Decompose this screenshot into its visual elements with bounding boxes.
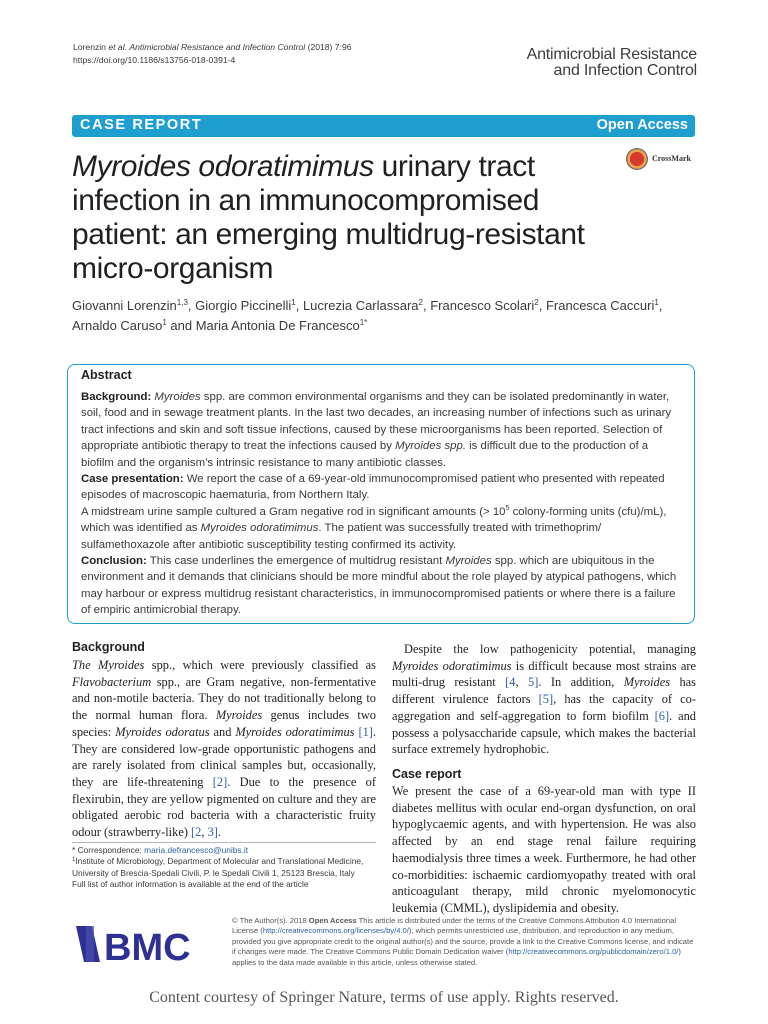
license-part: Open Access: [308, 916, 357, 925]
license-text: [232, 916, 697, 968]
body-text: Myroides: [623, 675, 671, 690]
body-text: has different virulence factors: [392, 675, 696, 707]
body-text: Myroides: [215, 708, 263, 723]
author-affiliation: 2: [418, 298, 423, 307]
article-title: [72, 150, 622, 286]
abstract-text: colony-forming units (cfu)/mL), which was identified as: [81, 505, 667, 535]
citation-journal: Antimicrobial Resistance and Infection Control: [129, 42, 306, 52]
abstract-text: spp. which are ubiquitous in the environment and it demands that clinicians should be more mindful about the role played by atypical pathogens, which may harbour or express multidrug resistant characteristics, in immunocompromised patients or where there is a failure of empiric antimicrobial therapy.: [81, 555, 677, 617]
abstract-text: Myroides odoratimimus: [200, 522, 319, 535]
abstract-background-label: Background:: [81, 391, 152, 403]
abstract-text: Myroides: [445, 555, 492, 567]
author-affiliation: 1: [162, 318, 167, 327]
body-text: genus includes two species:: [72, 708, 376, 739]
journal-name-line2: and Infection Control: [553, 61, 697, 79]
citation-link[interactable]: [4: [505, 675, 516, 690]
citation-authors: Lorenzin: [73, 42, 106, 52]
citation-link[interactable]: 3]: [207, 825, 218, 840]
crossmark-icon[interactable]: [626, 148, 648, 170]
background-paragraph: [72, 657, 376, 841]
courtesy-footer: Content courtesy of Springer Nature, terms of use apply. Rights reserved.: [149, 989, 619, 1006]
citation-volume: (2018) 7:96: [307, 42, 352, 52]
citation-header: [73, 41, 352, 67]
citation-etal: et al.: [108, 42, 127, 52]
abstract-text: A midstream urine sample cultured a Gram negative rod in significant amounts (> 10: [81, 505, 506, 518]
title-rest: urinary tract infection in an immunocompromised patient: an emerging multidrug-resistant micro-organism: [72, 150, 585, 285]
body-text: . In addition,: [538, 675, 624, 690]
intro-paragraph: [392, 641, 696, 758]
abstract-text: Myroides: [154, 391, 201, 403]
body-text: Despite the low pathogenicity potential, managing: [404, 642, 696, 656]
bmc-logo-mark: [86, 926, 94, 962]
doi-link[interactable]: https://doi.org/10.1186/s13756-018-0391-4: [73, 55, 236, 65]
body-text: , has the capacity of co-aggregation and self-aggregation to form biofilm: [392, 692, 696, 723]
journal-name: [527, 47, 697, 78]
title-italic: Myroides odoratimimus: [72, 150, 374, 183]
abstract-text: We report the case of a 69-year-old immunocompromised patient who presented with repeated episodes of macroscopic haematuria, from Northern Italy.: [81, 473, 665, 502]
author[interactable]: Lucrezia Carlassara: [302, 298, 419, 313]
correspondence-email-link[interactable]: maria.defrancesco@unibs.it: [144, 845, 249, 855]
author-info-note: Full list of author information is available at the end of the article: [72, 879, 309, 890]
abstract-superscript: 5: [505, 504, 510, 512]
abstract-conclusion: [81, 553, 681, 619]
author-affiliation: 2: [534, 298, 539, 307]
abstract-text: spp. are common environmental organisms and they can be isolated predominantly in water, soil, food and in sewage treatment plants. In the last two decades, an increasing number of infections such as urinary tract infections and skin and soft tissue infections, caused by these microorganisms has been reported. Selection of appropriate antibiotic therapy to treat the infections caused by: [81, 391, 672, 453]
affiliation-text: Institute of Microbiology, Department of Molecular and Translational Medicine, University of Brescia-Spedali Civili, P. le Spedali Civili 1, 25123 Brescia, Italy: [72, 856, 364, 878]
abstract-case-label: Case presentation:: [81, 473, 184, 485]
abstract-text: Myroides spp.: [395, 440, 466, 453]
footnote-divider: [72, 842, 376, 843]
journal-name-line1: Antimicrobial Resistance: [526, 46, 697, 63]
license-part: © The Author(s). 2018: [232, 916, 309, 925]
abstract-case-presentation: [81, 471, 681, 553]
section-heading-background: Background: [72, 640, 145, 654]
body-text: ,: [515, 675, 528, 690]
abstract-text: . The patient was successfully treated with trimethoprim/ sulfamethoxazole after antibiotic susceptibility testing confirmed its activity.: [81, 522, 602, 551]
author[interactable]: Giovanni Lorenzin: [72, 298, 177, 313]
abstract-background: [81, 389, 681, 471]
abstract-heading: Abstract: [81, 368, 132, 382]
body-text: spp., are Gram negative, non-fermentative and non-motile bacteria. They do not traditionally belong to the normal human flora.: [72, 674, 376, 723]
affiliation-number: 1: [72, 857, 76, 864]
author-affiliation: 1,3: [176, 298, 188, 307]
bmc-logo-text: BMC: [104, 927, 191, 969]
citation-line: [73, 41, 352, 54]
body-text: Myroides odoratimimus: [235, 724, 355, 739]
author-affiliation: 1*: [359, 318, 368, 327]
body-text: Myroides odoratus: [115, 724, 210, 739]
affiliation-line: [72, 856, 382, 879]
author[interactable]: Arnaldo Caruso: [72, 318, 163, 333]
case-report-paragraph: We present the case of a 69-year-old man with type II diabetes mellitus with ocular end-organ dysfunction, on oral hypoglycaemic agents, and with hypertension. He was also affected by an end stage renal failure requiring haemodialysis three times a week. Furthermore, he had other co-morbidities: ischaemic cardiomyopathy treated with oral anticoagulant therapy, mild chronic myelomonocytic leukemia (CMML), dyslipidemia and obesity.: [392, 784, 696, 915]
citation-link[interactable]: [2: [191, 825, 202, 840]
author-affiliation: 1: [654, 298, 659, 307]
author[interactable]: Francesca Caccuri: [545, 298, 655, 313]
open-access-label: Open Access: [596, 117, 688, 133]
body-text: ,: [201, 825, 208, 840]
crossmark-label[interactable]: CrossMark: [652, 154, 691, 163]
citation-link[interactable]: 5]: [528, 675, 539, 690]
author-list: Giovanni Lorenzin$^{1,3}$, Giorgio Piccinelli$^1$, Lucrezia Carlassara$^2$, Francesco Scolari$^2$, Francesca Caccuri$^1$, Arnaldo Caruso$^1$ and Maria Antonia De Francesco$^{1*}$: [72, 298, 663, 333]
body-text: Flavobacterium: [72, 674, 152, 689]
citation-link[interactable]: [2]: [212, 774, 228, 789]
correspondence-label: * Correspondence:: [72, 845, 145, 855]
author[interactable]: Giorgio Piccinelli: [195, 298, 292, 313]
citation-link[interactable]: [1]: [358, 724, 373, 739]
footnote: [72, 845, 382, 891]
license-part: ), which permits unrestricted use, distribution, and reproduction in any medium, provided you give appropriate credit to the original author(s) and the source, provide a link to the Creative Commons license, and indicate if changes were made. The Creative Commons Public Domain Dedication waiver (: [232, 926, 694, 957]
body-text: is difficult because most strains are multi-drug resistant: [392, 658, 696, 690]
body-text: . and possess a polysaccharide capsule, which makes the bacterial surface extremely hydrophobic.: [392, 708, 697, 757]
article-type-label: CASE REPORT: [80, 117, 203, 133]
body-text: The Myroides: [72, 658, 145, 672]
author[interactable]: Francesco Scolari: [430, 298, 535, 313]
abstract-conclusion-label: Conclusion:: [81, 555, 147, 567]
license-part: This article is distributed under the terms of the Creative Commons Attribution 4.0 International License (: [232, 916, 677, 936]
body-text: . They are considered low-grade opportunistic pathogens and are rarely isolated from clinical samples but, occasionally, they are life-threatening: [72, 724, 376, 789]
body-text: . Due to the presence of flexirubin, they are yellow pigmented on culture and they are obligated aerobic rod bacteria with a characteristic fruity odour (strawberry-like): [72, 774, 376, 840]
citation-link[interactable]: [6]: [654, 708, 670, 723]
author[interactable]: Maria Antonia De Francesco: [195, 318, 360, 333]
author-affiliation: 1: [291, 298, 296, 307]
section-heading-case-report: Case report: [392, 767, 462, 781]
abstract-text: is difficult due to the production of a biofilm and the organism’s intrinsic resistance to many antibiotic classes.: [81, 440, 649, 469]
license-link[interactable]: http://creativecommons.org/publicdomain/zero/1.0/: [508, 947, 679, 957]
license-part: ) applies to the data made available in this article, unless otherwise stated.: [232, 947, 681, 967]
license-link[interactable]: http://creativecommons.org/licenses/by/4.0/: [262, 926, 409, 936]
citation-link[interactable]: [5]: [538, 692, 554, 707]
body-text: spp., which were previously classified as: [144, 658, 376, 672]
body-text: .: [217, 825, 222, 840]
body-text: Myroides odoratimimus: [392, 658, 512, 673]
abstract-text: This case underlines the emergence of multidrug resistant: [146, 555, 446, 567]
bmc-logo[interactable]: [72, 918, 222, 970]
body-text: and: [209, 724, 236, 739]
correspondence-line: [72, 845, 382, 856]
